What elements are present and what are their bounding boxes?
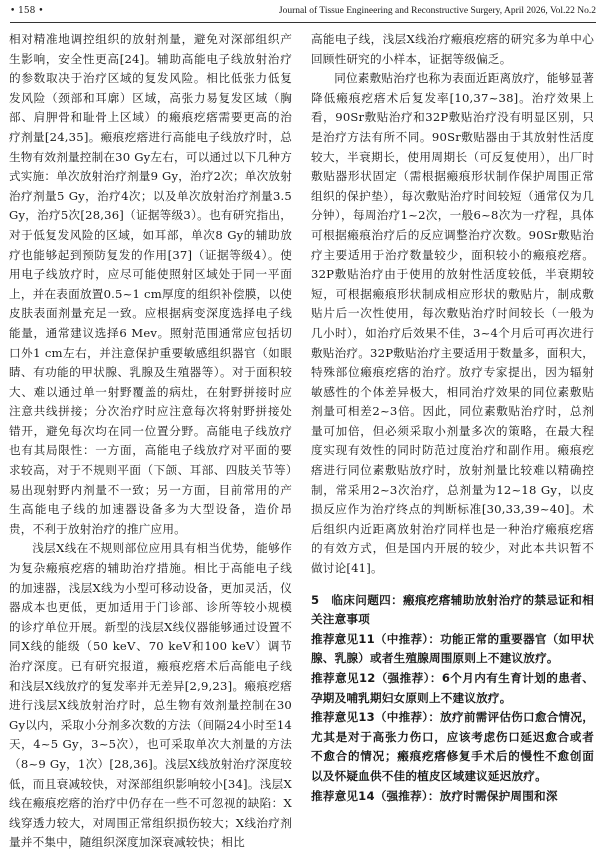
journal-running-title: Journal of Tissue Engineering and Reconstructive Surgery, April 2026, Vol.22 No.2 [278, 6, 596, 16]
left-column [9, 30, 292, 853]
page-header [10, 0, 596, 23]
body-paragraph: 相对精准地调控组织的放射剂量，避免对深部组织产生影响，安全性更高[24]。辅助高能电子线放射治疗的参数取决于治疗区域的复发风险。相比低张力低复发风险（颈部和耳廓）区域，高张力易复发区域（胸部、肩胛骨和耻骨上区域）的瘢痕疙瘩需要更高的治疗剂量[24,35]。瘢痕疙瘩进行高能电子线放疗时，总生物有效剂量控制在30 Gy左右，可以通过以下几种方式实施：单次放射治疗剂量9 Gy，治疗2次；单次放射治疗剂量5 Gy，治疗4次；以及单次放射治疗剂量3.5 Gy，治疗5次[28,36]（证据等级3）。也有研究指出，对于低复发风险的区域，如耳部，单次8 Gy的辅助放疗也能够起到预防复发的作用[37]（证据等级4）。使用电子线放疗时，应尽可能使照射区域处于同一平面上，并在表面放置0.5~1 cm厚度的组织补偿膜，以使皮肤表面剂量充足一致。应根据病变深度选择电子线能量，通常建议选择6 Mev。照射范围通常应包括切口外1 cm左右，并注意保护重要敏感组织器官（如眼睛、有功能的甲状腺、乳腺及生殖器等）。对于面积较大、难以通过单一射野覆盖的病灶，在射野拼接时应注意共线拼接；分次治疗时应注意每次将射野拼接处错开，避免每次均在同一位置分野。高能电子线放疗也有其局限性：一方面，高能电子线放疗对平面的要求较高，对于不规则平面（下颌、耳部、四肢关节等）易出现射野内剂量不一致；另一方面，目前常用的产生高能电子线的加速器设备多为大型设备，造价昂贵，不利于放射治疗的推广应用。 [9, 32, 292, 536]
recommendation-12: 推荐意见12（强推荐）：6个月内有生育计划的患者、孕期及哺乳期妇女原则上不建议放疗。 [311, 671, 594, 705]
recommendation-11: 推荐意见11（中推荐）：功能正常的重要器官（如甲状腺、乳腺）或者生殖腺周围原则上不建议放疗。 [311, 631, 594, 666]
recommendation-13: 推荐意见13（中推荐）：放疗前需评估伤口愈合情况，尤其是对于高张力伤口，应该考虑伤口延迟愈合或者不愈合的情况；瘢痕疙瘩修复手术后的慢性不愈创面以及怀疑血供不佳的植皮区域建议延迟放疗。 [311, 710, 594, 783]
body-paragraph: 高能电子线，浅层X线治疗瘢痕疙瘩的研究多为单中心回顾性研究的小样本，证据等级偏乏。 [311, 32, 594, 66]
recommendation-14: 推荐意见14（强推荐）：放疗时需保护周围和深 [311, 788, 558, 803]
section-heading: 5 临床问题四：瘢痕疙瘩辅助放射治疗的禁忌证和相关注意事项 [311, 592, 594, 627]
right-column [311, 30, 594, 807]
body-paragraph: 浅层X线在不规则部位应用具有相当优势，能够作为复杂瘢痕疙瘩的辅助治疗措施。相比于高能电子线的加速器，浅层X线为小型可移动设备，更加灵活，仪器成本也更低，更加适用于门诊部、诊所等较小规模的诊疗单位开展。新型的浅层X线仪器能够通过设置不同X线的能级（50 keV、70 keV和100 keV）调节治疗深度。已有研究报道，瘢痕疙瘩术后高能电子线和浅层X线放疗的复发率并无差异[2,9,23]。瘢痕疙瘩进行浅层X线放射治疗时，总生物有效剂量控制在30 Gy以内，采取小分剂多次数的方法（间隔24小时至14天，4~5 Gy，3~5次），也可采取单次大剂量的方法（8~9 Gy，1次）[28,36]。浅层X线放射治疗深度较低，而且衰减较快，对深部组织影响较小[34]。浅层X线在瘢痕疙瘩的治疗中仍存在一些不可忽视的缺陷：X线穿透力较大，对周围正常组织损伤较大；X线治疗剂量并不集中，随组织深度加深衰减较快；相比 [9, 541, 292, 850]
page-number: • 158 • [10, 6, 44, 16]
body-paragraph: 同位素敷贴治疗也称为表面近距离放疗，能够显著降低瘢痕疙瘩术后复发率[10,37~38]。治疗效果上看，90Sr敷贴治疗和32P敷贴治疗没有明显区别，只是治疗方法有所不同。90Sr敷贴器由于其放射性活度较大，半衰期长，使用周期长（可反复使用），出厂时敷贴器形状固定（需根据瘢痕形状制作保护周围正常组织的保护垫），每次敷贴治疗时间较短（通常仅为几分钟），每周治疗1~2次，一般6~8次为一疗程，具体可根据瘢痕治疗后的反应调整治疗次数。90Sr敷贴治疗主要适用于治疗数量较少，面积较小的瘢痕疙瘩。32P敷贴治疗由于使用的放射性活度较低，半衰期较短，可根据瘢痕形状制成相应形状的敷贴片，制成敷贴片后一次性使用，每次敷贴治疗时间较长（一般为几小时），如治疗后效果不佳，3~4个月后可再次进行敷贴治疗。32P敷贴治疗主要适用于数量多，面积大，特殊部位瘢痕疙瘩的治疗。放疗专家提出，因为辐射敏感性的个体差异极大，相同治疗效果的同位素敷贴剂量可相差2~3倍。因此，同位素敷贴治疗时，总剂量可加倍，但必须采取小剂量多次的策略，在最大程度实现有效性的同时防范过度治疗和副作用。瘢痕疙瘩进行同位素敷贴放疗时，放射剂量比较难以精确控制，常采用2~3次治疗，总剂量为12~18 Gy，以皮损反应作为治疗终点的判断标准[30,33,39~40]。术后组织内近距离放射治疗同样也是一种治疗瘢痕疙瘩的有效方式，但是国内开展的较少，对此本共识暂不做讨论[41]。 [311, 71, 594, 576]
